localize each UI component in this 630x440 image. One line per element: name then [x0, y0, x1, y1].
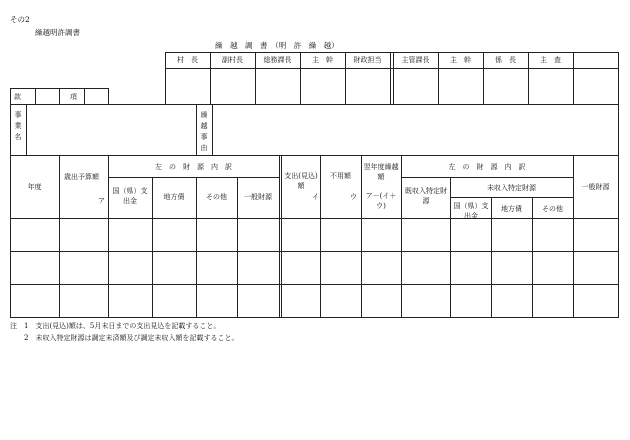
- approver-subsection-chief: 係 長: [495, 56, 516, 64]
- note-1: 注 1 支出(見込)額は、5月末日までの支出見込を記載すること。: [10, 322, 221, 330]
- approver-deputy-village-head: 副村長: [222, 56, 243, 64]
- document-name: 繰越明許調書: [35, 28, 80, 37]
- kou-label: 項: [70, 93, 77, 101]
- note-2: 2 未収入特定財源は調定未済額及び調定未収入額を記載すること。: [10, 334, 239, 342]
- header-unreceived-specific-funds: 未収入特定財源: [487, 184, 536, 192]
- header-national-pref-funds: 国（県）支出金: [112, 187, 148, 205]
- header-unused: 不用額: [330, 172, 351, 180]
- header-general-funds: 一般財源: [244, 193, 272, 201]
- approver-supervisor: 主 幹: [312, 56, 333, 64]
- header-general-funds-2: 一般財源: [581, 183, 610, 191]
- carryover-reason-label: 繰越事由: [200, 111, 208, 152]
- kan-label: 款: [14, 93, 21, 101]
- header-unused-mark: ウ: [350, 193, 357, 201]
- approver-inspector: 主 査: [540, 56, 561, 64]
- approver-section-chief: 主管課長: [401, 56, 430, 64]
- header-expenditure-mark: イ: [312, 193, 319, 201]
- header-left-resource: 左 の 財 源 内 訳: [155, 163, 232, 171]
- header-expenditure: 支出(見込)額: [284, 172, 318, 190]
- header-year: 年度: [27, 183, 42, 191]
- header-received-specific-funds: 既収入特定財源: [405, 187, 447, 205]
- form-number: その2: [10, 15, 30, 24]
- approver-village-head: 村 長: [177, 56, 198, 64]
- header-left-resource-2: 左 の 財 源 内 訳: [448, 163, 526, 171]
- header-other: その他: [206, 193, 227, 201]
- approver-supervisor-2: 主 幹: [450, 56, 471, 64]
- header-local-bond: 地方債: [163, 193, 185, 201]
- document-title: 繰 越 調 書 （明 許 繰 越）: [215, 41, 339, 50]
- header-budget: 歳出予算額: [64, 173, 99, 181]
- project-name-label: 事業名: [14, 111, 22, 141]
- header-budget-mark: ア: [98, 197, 105, 205]
- header-other-2: その他: [542, 205, 563, 213]
- header-national-pref-funds-2: 国（県）支出金: [453, 202, 489, 220]
- header-carryover-formula: ア－(イ＋ウ): [365, 192, 397, 210]
- header-next-year-carryover: 翌年度繰越額: [363, 163, 399, 181]
- header-local-bond-2: 地方債: [501, 205, 522, 213]
- approver-finance-officer: 財政担当: [353, 56, 382, 64]
- approver-general-affairs-chief: 総務課長: [263, 56, 292, 64]
